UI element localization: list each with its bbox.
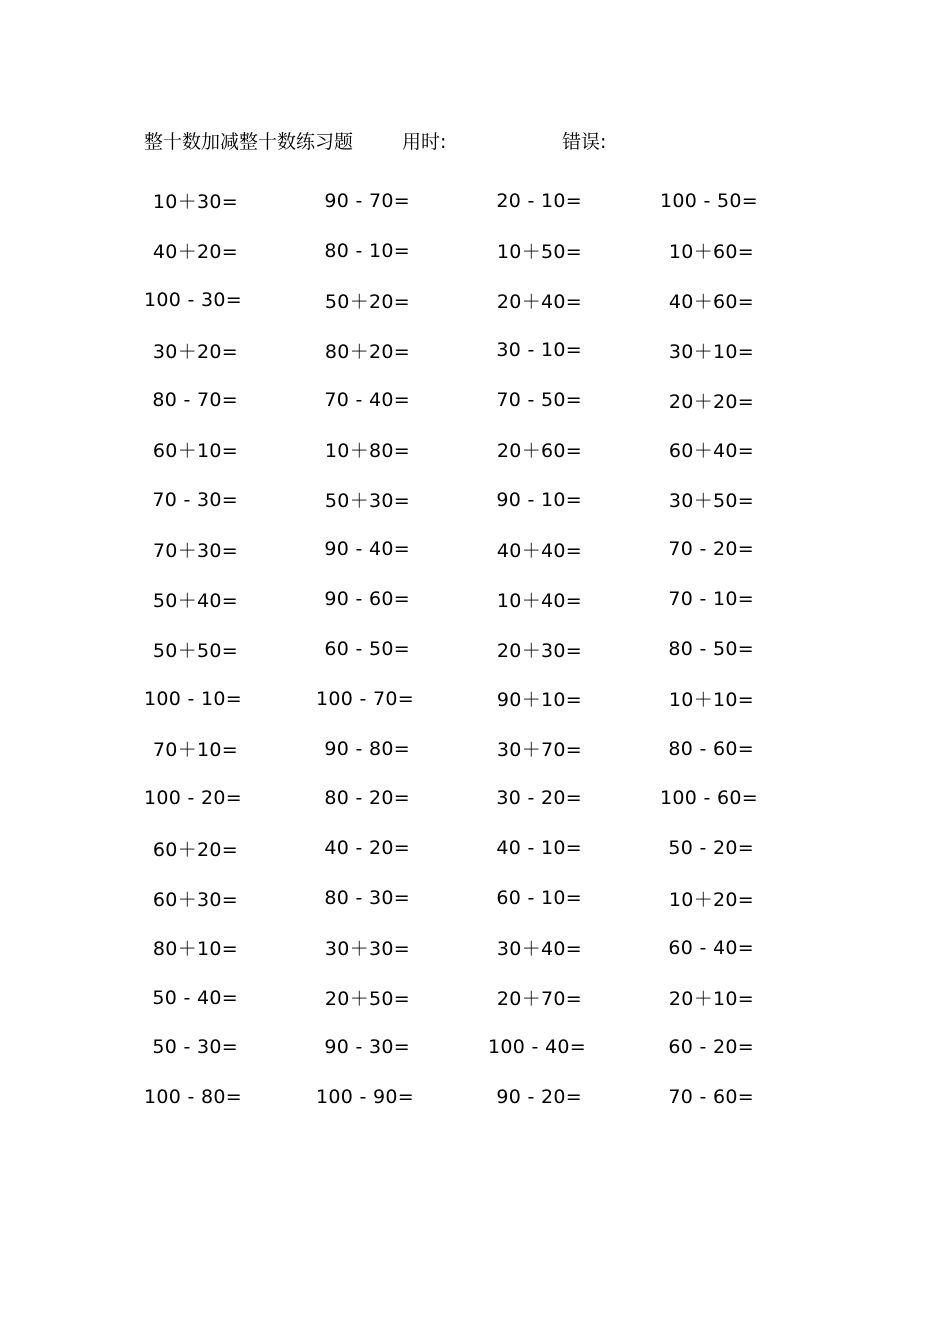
problem-text: 70＋30= xyxy=(152,539,238,562)
problem-text: 90 - 80= xyxy=(324,737,410,760)
problem-text: 60＋30= xyxy=(152,888,238,911)
problem-cell xyxy=(144,688,316,710)
problem-text: 100 - 10= xyxy=(144,687,242,710)
problem-cell xyxy=(488,1086,660,1108)
problem-text: 70 - 30= xyxy=(152,488,238,511)
problem-text: 30＋50= xyxy=(668,490,754,513)
problem-cell xyxy=(144,536,316,563)
problem-text: 30＋10= xyxy=(668,340,754,363)
problem-cell xyxy=(316,934,488,961)
problem-text: 80 - 30= xyxy=(324,887,410,910)
problem-text: 20 - 10= xyxy=(496,189,582,212)
problem-cell xyxy=(316,887,488,909)
problem-row xyxy=(144,923,832,973)
problem-text: 90＋10= xyxy=(496,689,582,712)
problem-text: 80 - 60= xyxy=(668,737,754,760)
problem-text: 60＋40= xyxy=(668,440,754,463)
problem-cell xyxy=(316,588,488,610)
problem-text: 10＋20= xyxy=(668,888,754,911)
problem-text: 70 - 20= xyxy=(668,538,754,561)
problem-cell xyxy=(144,835,316,862)
problem-cell xyxy=(144,934,316,961)
problem-cell xyxy=(488,837,660,859)
problem-row xyxy=(144,276,832,326)
problem-row xyxy=(144,226,832,276)
problem-text: 100 - 50= xyxy=(660,189,758,212)
problem-cell xyxy=(488,1036,660,1058)
problem-text: 80 - 50= xyxy=(668,638,754,661)
problem-row xyxy=(144,624,832,674)
problem-cell xyxy=(144,289,316,311)
problem-text: 40 - 10= xyxy=(496,837,582,860)
problem-text: 90 - 10= xyxy=(496,488,582,511)
problem-text: 10＋80= xyxy=(324,440,410,463)
problem-cell xyxy=(316,837,488,859)
problem-cell xyxy=(660,588,832,610)
problem-text: 50＋30= xyxy=(324,490,410,513)
problem-text: 40＋40= xyxy=(496,539,582,562)
problem-text: 100 - 70= xyxy=(316,687,414,710)
problem-row xyxy=(144,525,832,575)
problem-cell xyxy=(488,389,660,411)
problem-text: 30＋20= xyxy=(152,340,238,363)
problem-text: 30＋40= xyxy=(496,938,582,961)
problem-cell xyxy=(316,389,488,411)
problem-text: 40＋20= xyxy=(152,241,238,264)
problem-cell xyxy=(488,536,660,563)
problem-text: 20＋20= xyxy=(668,390,754,413)
problem-cell xyxy=(660,638,832,660)
problem-cell xyxy=(488,339,660,361)
problem-cell xyxy=(660,1086,832,1108)
problem-text: 90 - 20= xyxy=(496,1086,582,1109)
problem-cell xyxy=(660,1036,832,1058)
problem-cell xyxy=(660,538,832,560)
problem-text: 70 - 50= xyxy=(496,389,582,412)
problem-text: 60 - 50= xyxy=(324,638,410,661)
problem-text: 80＋20= xyxy=(324,340,410,363)
problem-cell xyxy=(316,984,488,1011)
problem-row xyxy=(144,1072,832,1122)
problem-row xyxy=(144,1023,832,1073)
problem-cell xyxy=(316,486,488,513)
problem-cell xyxy=(660,190,832,212)
problem-row xyxy=(144,425,832,475)
worksheet-title: 整十数加减整十数练习题 xyxy=(144,131,354,153)
problem-row xyxy=(144,574,832,624)
problem-text: 80＋10= xyxy=(152,938,238,961)
problem-cell xyxy=(144,337,316,364)
problem-text: 60 - 10= xyxy=(496,887,582,910)
problem-text: 30＋30= xyxy=(324,938,410,961)
problem-text: 20＋10= xyxy=(668,988,754,1011)
problem-cell xyxy=(144,636,316,663)
problem-cell xyxy=(316,787,488,809)
problem-cell xyxy=(488,489,660,511)
problem-cell xyxy=(660,738,832,760)
problem-cell xyxy=(316,240,488,262)
problem-cell xyxy=(488,287,660,314)
problem-cell xyxy=(144,389,316,411)
problem-text: 80 - 10= xyxy=(324,239,410,262)
problem-cell xyxy=(488,887,660,909)
time-label: 用时: xyxy=(402,131,447,153)
problem-text: 100 - 30= xyxy=(144,289,242,312)
problem-row xyxy=(144,325,832,375)
problem-text: 70＋10= xyxy=(152,739,238,762)
problem-cell xyxy=(488,436,660,463)
problem-cell xyxy=(660,984,832,1011)
problem-cell xyxy=(316,638,488,660)
problem-text: 50 - 30= xyxy=(152,1036,238,1059)
problem-cell xyxy=(488,934,660,961)
problem-text: 30＋70= xyxy=(496,739,582,762)
problem-text: 20＋50= xyxy=(324,988,410,1011)
problem-text: 20＋30= xyxy=(496,639,582,662)
problem-cell xyxy=(144,187,316,214)
problem-text: 10＋60= xyxy=(668,241,754,264)
problem-cell xyxy=(316,1086,488,1108)
problem-cell xyxy=(316,337,488,364)
problem-cell xyxy=(316,287,488,314)
problem-cell xyxy=(488,636,660,663)
problem-text: 90 - 30= xyxy=(324,1036,410,1059)
problem-text: 30 - 10= xyxy=(496,339,582,362)
problem-row xyxy=(144,475,832,525)
problem-cell xyxy=(660,436,832,463)
problem-text: 100 - 60= xyxy=(660,787,758,810)
problem-text: 50＋40= xyxy=(152,589,238,612)
problem-row xyxy=(144,375,832,425)
problem-cell xyxy=(144,586,316,613)
problem-cell xyxy=(144,489,316,511)
problem-cell xyxy=(144,787,316,809)
worksheet-header xyxy=(144,128,784,156)
problem-cell xyxy=(144,436,316,463)
problem-cell xyxy=(316,190,488,212)
problem-cell xyxy=(144,237,316,264)
problem-cell xyxy=(488,685,660,712)
problem-text: 100 - 80= xyxy=(144,1086,242,1109)
problem-row xyxy=(144,674,832,724)
problem-text: 80 - 70= xyxy=(152,389,238,412)
problem-cell xyxy=(660,685,832,712)
problem-text: 10＋40= xyxy=(496,589,582,612)
problem-cell xyxy=(144,1036,316,1058)
errors-label: 错误: xyxy=(562,131,607,153)
problem-text: 90 - 40= xyxy=(324,538,410,561)
problem-cell xyxy=(316,738,488,760)
problem-text: 10＋10= xyxy=(668,689,754,712)
problem-cell xyxy=(660,287,832,314)
problem-cell xyxy=(660,337,832,364)
problem-text: 50 - 40= xyxy=(152,986,238,1009)
problem-cell xyxy=(316,1036,488,1058)
problem-cell xyxy=(488,984,660,1011)
problem-grid xyxy=(144,176,832,1122)
problem-cell xyxy=(488,190,660,212)
problem-cell xyxy=(144,987,316,1009)
problem-cell xyxy=(660,937,832,959)
problem-text: 90 - 60= xyxy=(324,588,410,611)
problem-text: 50＋20= xyxy=(324,290,410,313)
problem-text: 20＋60= xyxy=(496,440,582,463)
problem-text: 100 - 40= xyxy=(488,1036,586,1059)
problem-cell xyxy=(316,688,488,710)
problem-row xyxy=(144,176,832,226)
problem-text: 10＋50= xyxy=(496,241,582,264)
problem-text: 60＋10= xyxy=(152,440,238,463)
problem-cell xyxy=(660,885,832,912)
problem-text: 60 - 20= xyxy=(668,1036,754,1059)
problem-cell xyxy=(144,885,316,912)
problem-row xyxy=(144,724,832,774)
problem-row xyxy=(144,973,832,1023)
problem-text: 50 - 20= xyxy=(668,837,754,860)
problem-text: 60＋20= xyxy=(152,838,238,861)
problem-cell xyxy=(660,837,832,859)
problem-cell xyxy=(660,237,832,264)
problem-text: 100 - 90= xyxy=(316,1086,414,1109)
problem-text: 70 - 40= xyxy=(324,389,410,412)
problem-text: 70 - 10= xyxy=(668,588,754,611)
problem-text: 40＋60= xyxy=(668,290,754,313)
problem-text: 20＋40= xyxy=(496,290,582,313)
problem-cell xyxy=(488,586,660,613)
problem-cell xyxy=(144,735,316,762)
problem-cell xyxy=(144,1086,316,1108)
problem-text: 60 - 40= xyxy=(668,936,754,959)
problem-text: 20＋70= xyxy=(496,988,582,1011)
problem-text: 10＋30= xyxy=(152,191,238,214)
problem-cell xyxy=(488,735,660,762)
problem-text: 30 - 20= xyxy=(496,787,582,810)
problem-text: 100 - 20= xyxy=(144,787,242,810)
problem-cell xyxy=(488,237,660,264)
problem-text: 50＋50= xyxy=(152,639,238,662)
problem-cell xyxy=(660,486,832,513)
problem-cell xyxy=(488,787,660,809)
problem-row xyxy=(144,823,832,873)
problem-row xyxy=(144,774,832,824)
problem-row xyxy=(144,873,832,923)
problem-cell xyxy=(316,538,488,560)
problem-text: 90 - 70= xyxy=(324,189,410,212)
problem-cell xyxy=(660,787,832,809)
problem-text: 70 - 60= xyxy=(668,1086,754,1109)
problem-cell xyxy=(316,436,488,463)
problem-cell xyxy=(660,387,832,414)
problem-text: 80 - 20= xyxy=(324,787,410,810)
problem-text: 40 - 20= xyxy=(324,837,410,860)
